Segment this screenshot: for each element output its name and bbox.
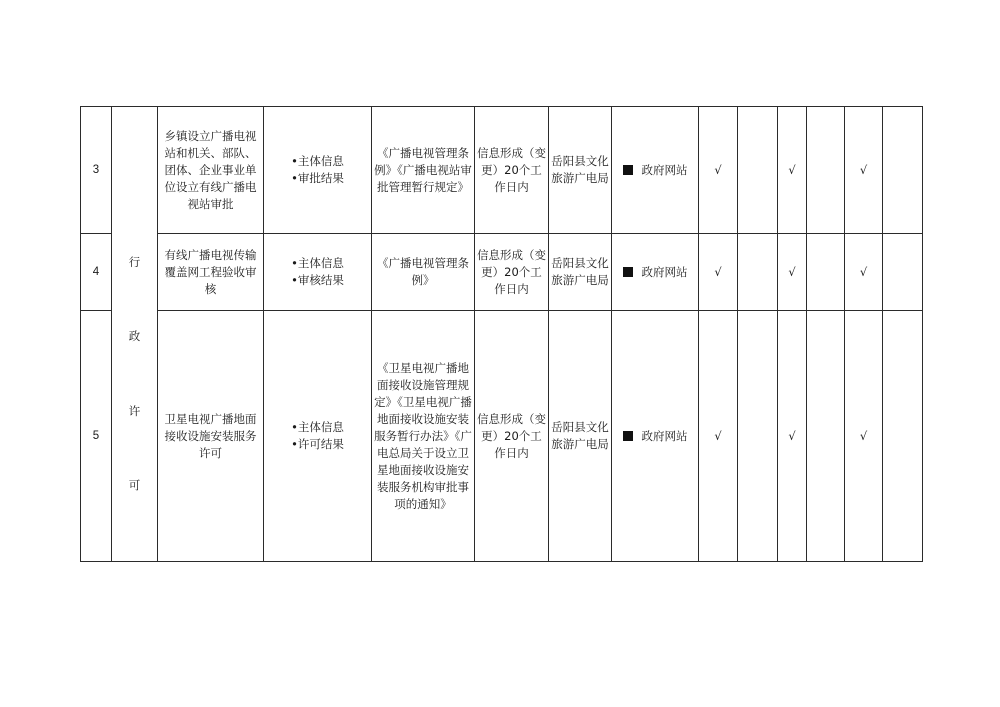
check-cell (807, 107, 845, 234)
content-line: •主体信息 (291, 420, 344, 434)
check-cell (883, 311, 923, 562)
legal-basis: 《卫星电视广播地面接收设施管理规定》《卫星电视广播地面接收设施安装服务暂行办法》《广电总局关于设立卫星地面接收设施安装服务机构审批事项的通知》 (372, 311, 475, 562)
table-row (81, 107, 923, 234)
item-name: 有线广播电视传输覆盖网工程验收审核 (158, 234, 264, 311)
check-cell (807, 234, 845, 311)
disclosure-content (264, 311, 372, 562)
check-cell: √ (699, 311, 738, 562)
disclosure-subject: 岳阳县文化旅游广电局 (549, 107, 612, 234)
disclosure-channel: 政府网站 (612, 234, 699, 311)
check-cell (807, 311, 845, 562)
disclosure-channel: 政府网站 (612, 107, 699, 234)
category-char: 许 (128, 403, 141, 418)
check-cell (738, 311, 778, 562)
check-cell: √ (778, 311, 807, 562)
check-cell (738, 107, 778, 234)
check-cell: √ (699, 234, 738, 311)
disclosure-channel: 政府网站 (612, 311, 699, 562)
content-line: •主体信息 (291, 154, 344, 168)
check-cell: √ (778, 234, 807, 311)
category-char: 政 (128, 329, 141, 344)
square-bullet-icon (623, 267, 633, 277)
category-char: 行 (128, 255, 141, 269)
disclosure-subject: 岳阳县文化旅游广电局 (549, 234, 612, 311)
check-cell: √ (845, 107, 883, 234)
row-number: 5 (81, 311, 112, 562)
disclosure-timeframe: 信息形成（变更）20个工作日内 (475, 107, 549, 234)
legal-basis: 《广播电视管理条例》《广播电视站审批管理暂行规定》 (372, 107, 475, 234)
table-row (81, 311, 923, 562)
legal-basis: 《广播电视管理条例》 (372, 234, 475, 311)
table-row (81, 234, 923, 311)
content-line: •主体信息 (291, 256, 344, 270)
disclosure-timeframe: 信息形成（变更）20个工作日内 (475, 311, 549, 562)
disclosure-timeframe: 信息形成（变更）20个工作日内 (475, 234, 549, 311)
content-line: •审核结果 (291, 273, 344, 287)
check-cell: √ (778, 107, 807, 234)
square-bullet-icon (623, 165, 633, 175)
check-cell: √ (699, 107, 738, 234)
check-cell (883, 107, 923, 234)
disclosure-table (80, 106, 923, 562)
category-char: 可 (128, 477, 141, 492)
item-name: 乡镇设立广播电视站和机关、部队、团体、企业事业单位设立有线广播电视站审批 (158, 107, 264, 234)
category-cell (112, 107, 158, 562)
item-name: 卫星电视广播地面接收设施安装服务许可 (158, 311, 264, 562)
check-cell: √ (845, 234, 883, 311)
check-cell: √ (845, 311, 883, 562)
content-line: •许可结果 (291, 437, 344, 451)
square-bullet-icon (623, 431, 633, 441)
row-number: 4 (81, 234, 112, 311)
check-cell (738, 234, 778, 311)
check-cell (883, 234, 923, 311)
content-line: •审批结果 (291, 171, 344, 185)
row-number: 3 (81, 107, 112, 234)
disclosure-subject: 岳阳县文化旅游广电局 (549, 311, 612, 562)
disclosure-content (264, 234, 372, 311)
disclosure-content (264, 107, 372, 234)
